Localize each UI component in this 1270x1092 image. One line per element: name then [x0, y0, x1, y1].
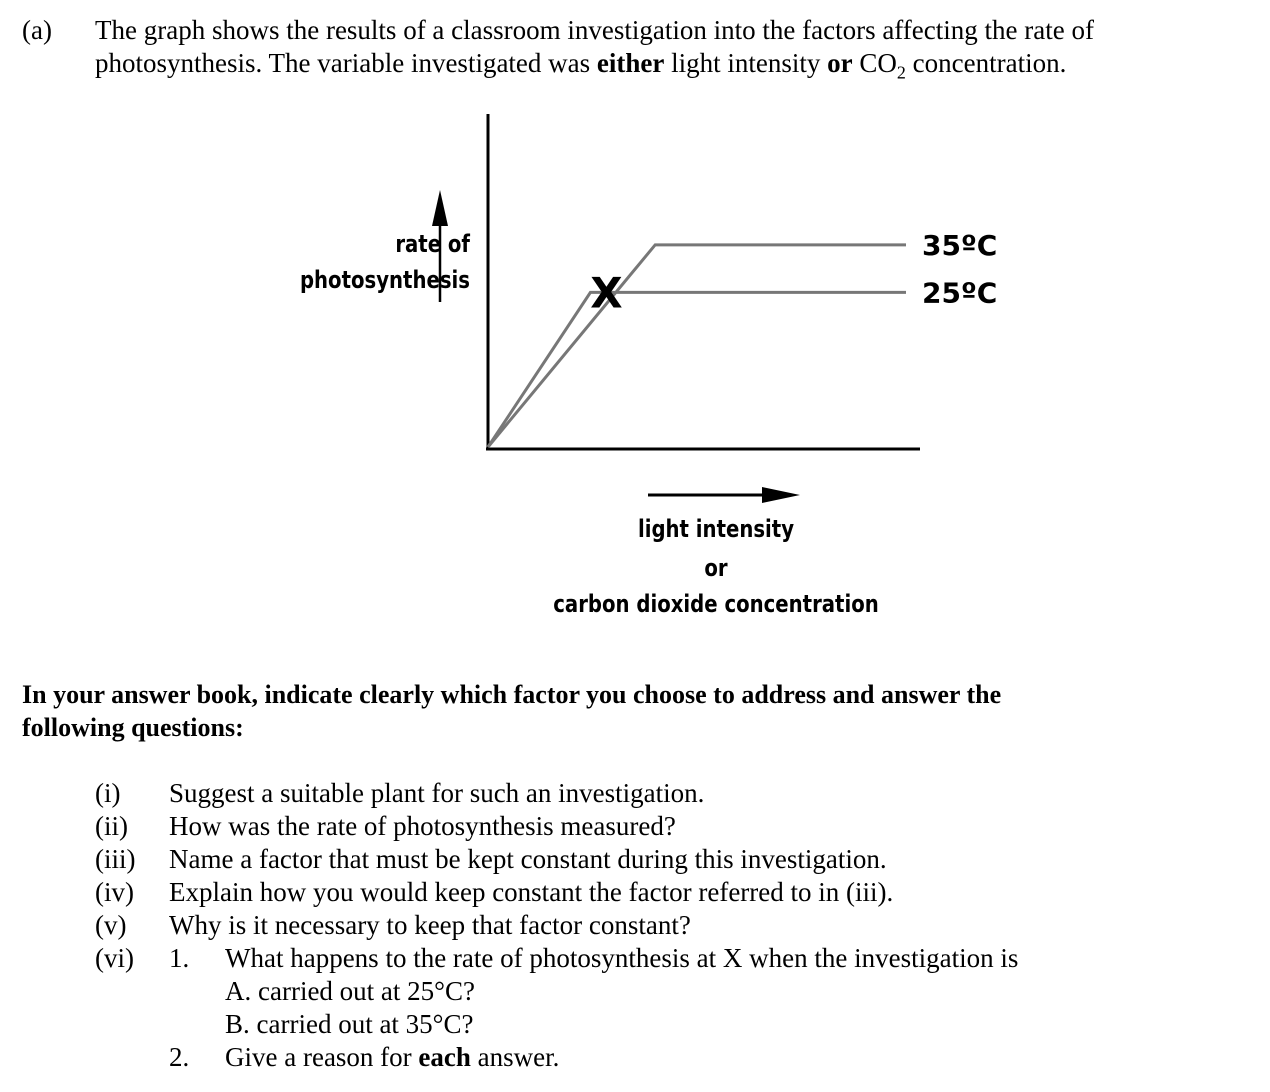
intro-line-2: photosynthesis. The variable investigated was either light intensity or $CO_2$ concentration. — [95, 48, 1067, 83]
emphasis-or: or — [827, 48, 853, 78]
question-number: (vi) — [95, 943, 134, 973]
series-label-25c: 25ºC — [922, 276, 998, 310]
sub-question-text: Give a reason for each answer. — [225, 1042, 560, 1072]
y-direction-arrow-head — [432, 190, 448, 226]
sub-question-number: 2. — [169, 1042, 190, 1072]
question-text: Name a factor that must be kept constant during this investigation. — [169, 844, 887, 874]
x-axis-label-line1: light intensity — [637, 515, 795, 543]
question-text: Explain how you would keep constant the factor referred to in (iii). — [169, 877, 894, 907]
y-axis-label-line1: rate of — [395, 230, 470, 258]
question-number: (v) — [95, 910, 127, 940]
series-label-35c: 35ºC — [922, 228, 998, 262]
x-direction-arrow-head — [762, 487, 800, 503]
question-text: Why is it necessary to keep that factor constant? — [169, 910, 691, 940]
x-axis-label-line3: carbon dioxide concentration — [553, 590, 879, 618]
instruction — [22, 678, 1001, 744]
part-label: (a) — [22, 15, 52, 45]
sub-question-number: 1. — [169, 943, 190, 973]
intro-line-1: The graph shows the results of a classroom investigation into the factors affecting the rate of — [95, 15, 1094, 45]
question-number: (ii) — [95, 811, 128, 841]
emphasis-each: each — [418, 1042, 471, 1072]
emphasis-either: either — [596, 48, 665, 78]
question-number: (iii) — [95, 844, 136, 874]
instruction-line-1: In your answer book, indicate clearly which factor you choose to address and answer the — [22, 680, 1002, 709]
series-line-35c — [488, 245, 906, 447]
x-axis-label-line2: or — [704, 554, 728, 582]
question-text: How was the rate of photosynthesis measured? — [169, 811, 676, 841]
marker-x: X — [590, 268, 623, 318]
instruction-line-2: following questions: — [22, 713, 244, 742]
question-text: Suggest a suitable plant for such an investigation. — [169, 778, 705, 808]
option-b-text: B. carried out at 35°C? — [225, 1009, 474, 1039]
question-number: (iv) — [95, 877, 134, 907]
option-a-text: A. carried out at 25°C? — [225, 976, 475, 1006]
sub-question-text: What happens to the rate of photosynthesis at X when the investigation is — [225, 943, 1019, 973]
y-axis-label-line2: photosynthesis — [299, 266, 470, 294]
question-number: (i) — [95, 778, 121, 808]
